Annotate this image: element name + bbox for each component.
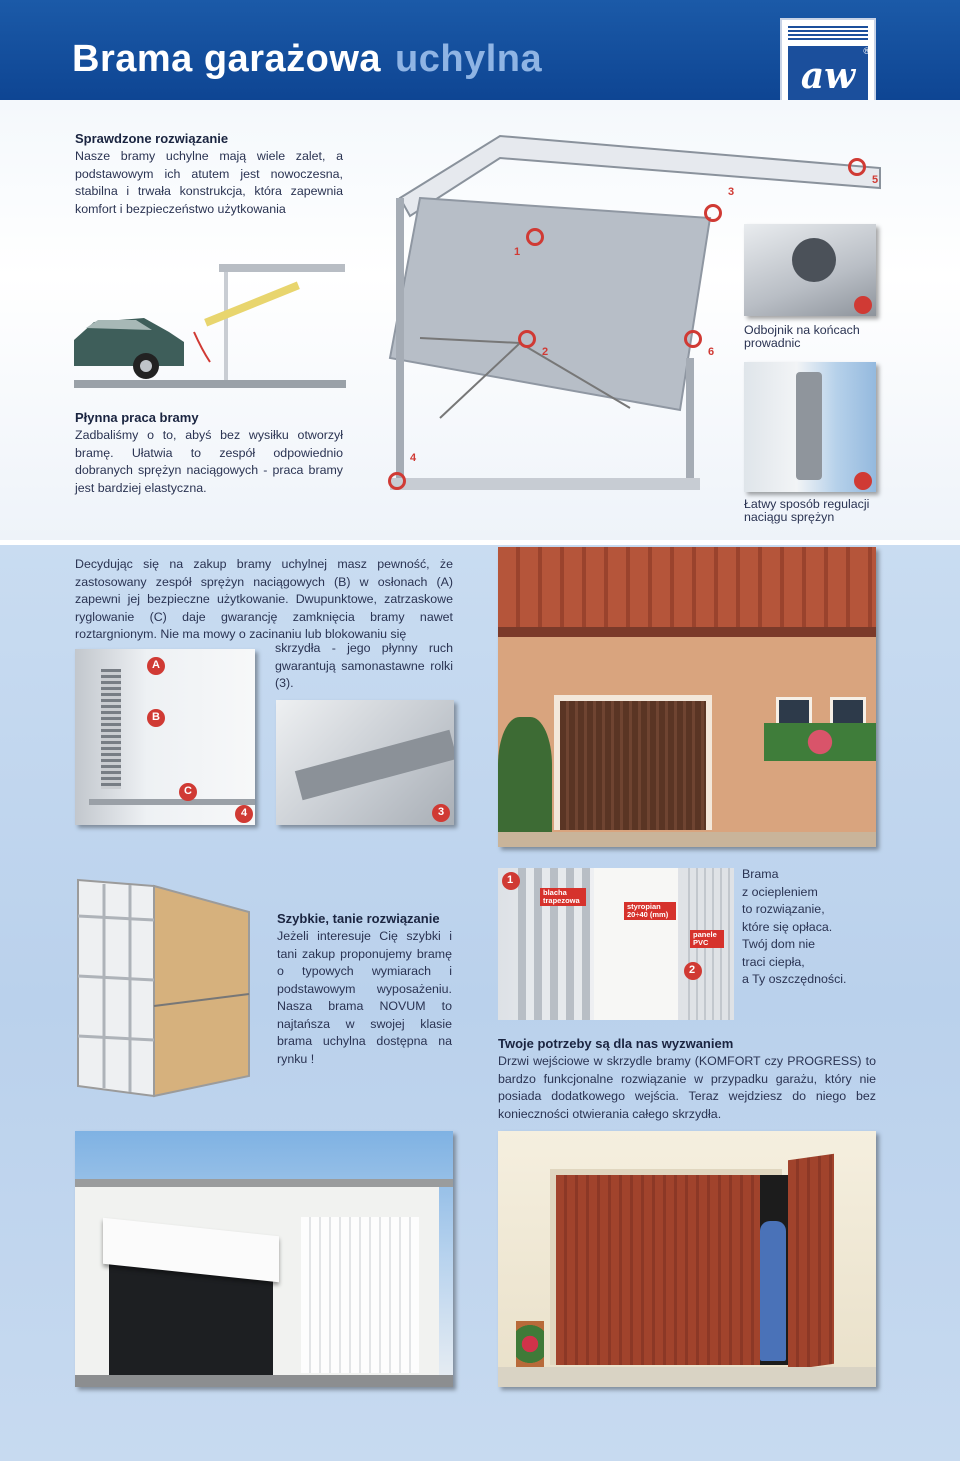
caption-bumper: Odbojnik na końcach prowadnic	[744, 323, 860, 350]
marker-6	[854, 472, 872, 490]
shrub	[498, 717, 552, 837]
page-title	[72, 38, 542, 81]
insulation-text	[742, 866, 892, 989]
insulation-line: Twój dom nie	[742, 937, 816, 951]
title-accent: uchylna	[395, 38, 543, 80]
white-garages-photo	[75, 1131, 453, 1387]
section-heading: Płynna praca bramy	[75, 410, 199, 425]
section-heading: Sprawdzone rozwiązanie	[75, 131, 229, 146]
marker-label: 4	[241, 807, 248, 819]
label-a: A	[152, 659, 160, 671]
section-smooth-operation	[75, 410, 343, 497]
insulation-line: traci ciepła,	[742, 954, 805, 969]
marker-label: 2	[689, 964, 696, 976]
brown-garage-door	[560, 701, 706, 830]
roller-rail	[295, 730, 454, 800]
frame-bar	[89, 799, 255, 805]
marker-label: 1	[514, 246, 521, 258]
styrofoam-layer	[594, 868, 678, 1020]
section-proven-solution	[75, 131, 343, 218]
roof-edge	[498, 627, 876, 637]
springs-safety-text: Decydując się na zakup bramy uchylnej masz pewność, że zastosowany zespół sprężyn naciągowych (B) w osłonach (A) zapewni jej bezpieczne użytkowanie. Dwupunktowe, zatrzaskowe ryglowanie (C) daje gwarancję zamknięcia bramy nawet roztargnionym. Nie ma mowy o zacinaniu lub blokowaniu się	[75, 557, 453, 641]
marker-4	[388, 472, 406, 490]
logo-registered: ®	[863, 46, 870, 56]
bumper-shape	[792, 238, 836, 282]
red-garage-door	[556, 1175, 760, 1365]
house-garage-photo	[498, 547, 876, 847]
roller-detail-photo	[276, 700, 454, 825]
marker-label: 3	[438, 806, 445, 818]
bumper-detail-photo	[744, 224, 876, 316]
flower-boxes	[764, 723, 876, 761]
marker-label: 6	[708, 346, 715, 358]
section-text: Jeżeli interesuje Cię szybki i tani zakup proponujemy bramę o typowych wymiarach i podstawowym wyposażeniu. Nasza brama NOVUM to najtańsza w swojej klasie brama uchylna dostępna na rynku !	[277, 929, 452, 1066]
label-styrofoam: styropian 20÷40 (mm)	[624, 902, 676, 920]
marker-3	[704, 204, 722, 222]
section-heading: Szybkie, tanie rozwiązanie	[277, 911, 440, 926]
open-wicket-door	[788, 1154, 834, 1370]
insulation-line: Brama	[742, 867, 779, 881]
marker-5	[848, 158, 866, 176]
marker-label: 1	[507, 874, 514, 886]
insulation-line: to rozwiązanie,	[742, 902, 825, 916]
spring-housing-photo	[75, 649, 255, 825]
section-text: Nasze bramy uchylne mają wiele zalet, a podstawowym ich atutem jest nowoczesna, stabilna i trwała konstrukcja, która zapewnia komfort i bezpieczeństwo użytkowania	[75, 149, 343, 216]
insulation-cross-section	[498, 868, 734, 1020]
logo-stripes	[788, 26, 868, 42]
roof-tiles	[498, 547, 876, 627]
wicket-door-photo	[498, 1131, 876, 1387]
woman-figure	[760, 1221, 786, 1361]
insulation-line: a Ty oszczędności.	[742, 972, 847, 986]
spring-adjuster-shape	[796, 372, 822, 480]
label-c: C	[184, 785, 192, 797]
car-garage-illustration	[74, 262, 346, 388]
section-quick-cheap	[277, 911, 452, 1068]
label-pvc-panels: panele PVC	[690, 930, 724, 948]
logo-mark: aw	[788, 46, 868, 108]
insulation-line: z ociepleniem	[742, 884, 818, 899]
section-text: Drzwi wejściowe w skrzydle bramy (KOMFORT czy PROGRESS) to bardzo funkcjonalne rozwiązanie w przypadku garażu, który nie posiada dodatkowego wejścia. Teraz wejdziesz do niego bez konieczności otwierania całego skrzydła.	[498, 1054, 876, 1121]
driveway	[75, 1375, 453, 1387]
spring-adjustment-photo	[744, 362, 876, 492]
section-heading: Twoje potrzeby są dla nas wyzwaniem	[498, 1036, 734, 1051]
caption-spring-adjustment: Łatwy sposób regulacji naciągu sprężyn	[744, 497, 870, 524]
rollers-text: skrzydła - jego płynny ruch gwarantują samonastawne rolki (3).	[275, 641, 453, 690]
section-your-needs	[498, 1036, 876, 1123]
label-trapezoid-sheet: blacha trapezowa	[540, 888, 586, 906]
pavement	[498, 832, 876, 847]
insulation-line: które się opłaca.	[742, 919, 833, 934]
flower-pot	[516, 1321, 544, 1367]
marker-5	[854, 296, 872, 314]
marker-label: 3	[728, 186, 735, 198]
section-text: Zadbaliśmy o to, abyś bez wysiłku otworzył bramę. Ułatwia to zespół odpowiednio dobranych sprężyn naciągowych - praca bramy jest bardziej elastyczna.	[75, 428, 343, 495]
roof-line	[75, 1179, 453, 1187]
marker-2	[518, 330, 536, 348]
title-main: Brama garażowa	[72, 38, 382, 80]
marker-label: 4	[410, 452, 417, 464]
open-garage-interior	[109, 1263, 273, 1375]
closed-white-door	[301, 1217, 419, 1373]
label-b: B	[152, 711, 160, 723]
spring-coil	[101, 669, 121, 789]
marker-1	[526, 228, 544, 246]
novum-door-frame-image	[74, 876, 254, 1102]
marker-label: 2	[542, 346, 549, 358]
marker-6	[684, 330, 702, 348]
marker-label: 5	[872, 174, 879, 186]
pavement	[498, 1367, 876, 1387]
